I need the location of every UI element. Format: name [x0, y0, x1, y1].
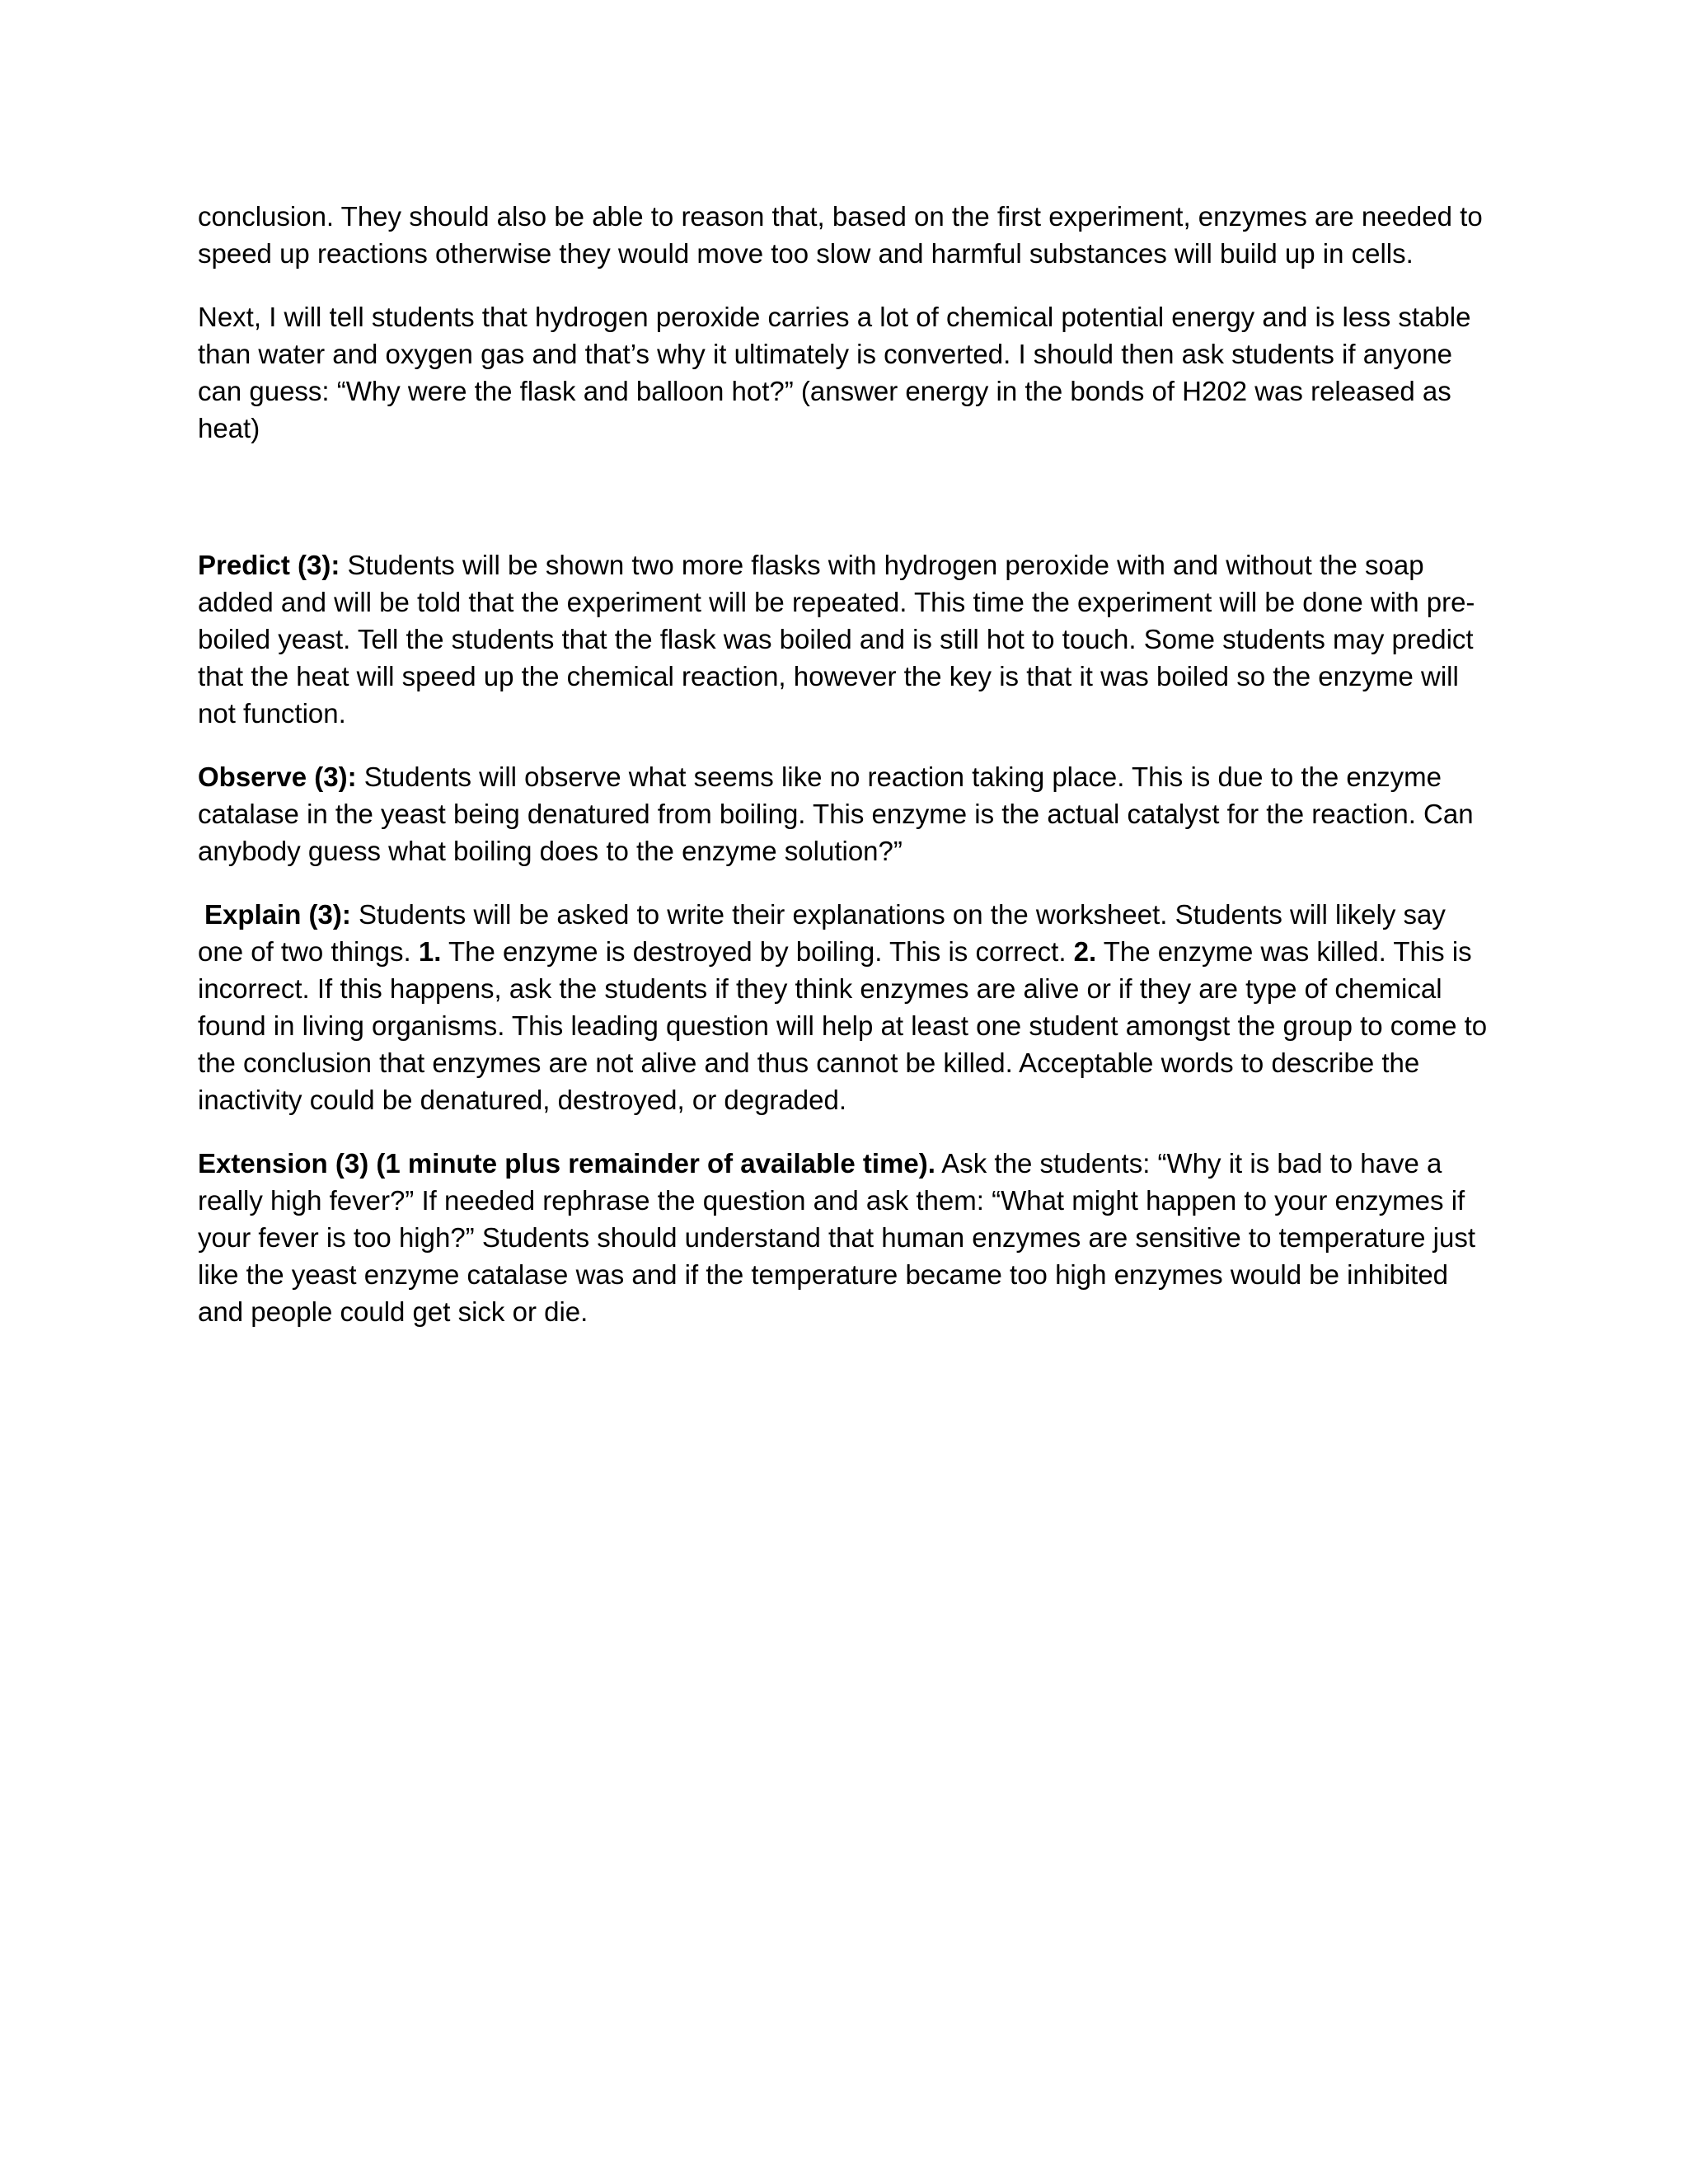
- explain-text-b: The enzyme is destroyed by boiling. This is correct.: [441, 936, 1074, 967]
- predict-text: Students will be shown two more flasks with hydrogen peroxide with and without the soap added and will be told that the experiment will be repeated. This time the experiment will be done with pre-boiled yeast. Tell the students that the flask was boiled and is still hot to touch. Some students may predict that the heat will speed up the chemical reaction, however the key is that it was boiled so the enzyme will not function.: [198, 550, 1475, 729]
- explain-number-2: 2.: [1073, 936, 1097, 967]
- document-body: [198, 198, 1492, 1330]
- extension-text: Ask the students: “Why it is bad to have a really high fever?” If needed rephrase the question and ask them: “What might happen to your enzymes if your fever is too high?” Students should understand that human enzymes are sensitive to temperature just like the yeast enzyme catalase was and if the temperature became too high enzymes would be inhibited and people could get sick or die.: [198, 1148, 1476, 1327]
- explain-number-1: 1.: [418, 936, 442, 967]
- explain-text-c: The enzyme was killed. This is incorrect. If this happens, ask the students if they think enzymes are alive or if they are type of chemical found in living organisms. This leading question will help at least one student amongst the group to come to the conclusion that enzymes are not alive and thus cannot be killed. Acceptable words to describe the inactivity could be denatured, destroyed, or degraded.: [198, 936, 1488, 1115]
- predict-heading: Predict (3):: [198, 550, 340, 580]
- observe-heading: Observe (3):: [198, 762, 357, 792]
- explain-heading: Explain (3):: [204, 899, 351, 930]
- paragraph-predict: [198, 546, 1492, 732]
- observe-text: Students will observe what seems like no reaction taking place. This is due to the enzyme catalase in the yeast being denatured from boiling. This enzyme is the actual catalyst for the reaction. Can anybody guess what boiling does to the enzyme solution?”: [198, 762, 1474, 866]
- paragraph-explain: [198, 896, 1492, 1118]
- paragraph-hydrogen-peroxide-text: Next, I will tell students that hydrogen peroxide carries a lot of chemical potential energy and is less stable than water and oxygen gas and that’s why it ultimately is converted. I should then ask students if anyone can guess: “Why were the flask and balloon hot?” (answer energy in the bonds of H202 was released as heat): [198, 302, 1471, 443]
- paragraph-conclusion-text: conclusion. They should also be able to reason that, based on the first experiment, enzymes are needed to speed up reactions otherwise they would move too slow and harmful substances will build up in cells.: [198, 201, 1483, 269]
- paragraph-extension: [198, 1145, 1492, 1330]
- extension-heading: Extension (3) (1 minute plus remainder of available time).: [198, 1148, 935, 1179]
- paragraph-hydrogen-peroxide: [198, 298, 1492, 447]
- paragraph-observe: [198, 758, 1492, 869]
- explain-text-a: Students will be asked to write their explanations on the worksheet. Students will likely say one of two things.: [198, 899, 1446, 967]
- paragraph-conclusion: [198, 198, 1492, 272]
